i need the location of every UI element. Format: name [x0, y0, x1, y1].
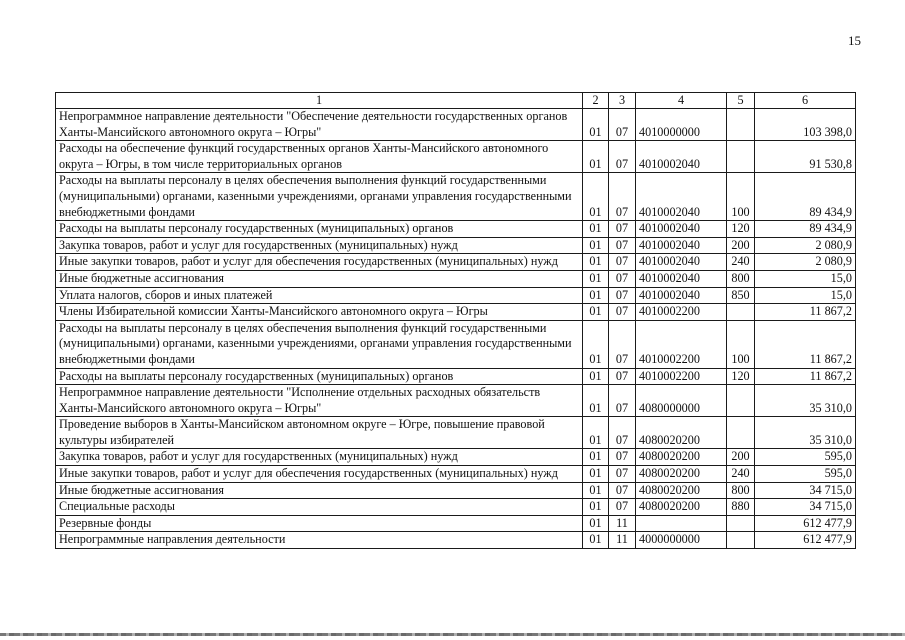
cell-section: 01 — [583, 515, 609, 532]
cell-expense-type: 120 — [727, 368, 755, 385]
cell-section: 01 — [583, 368, 609, 385]
cell-description: Иные бюджетные ассигнования — [56, 270, 583, 287]
cell-section: 01 — [583, 221, 609, 238]
scan-edge-line — [0, 633, 905, 636]
cell-target-article: 4010002200 — [636, 320, 727, 368]
cell-section: 01 — [583, 499, 609, 516]
cell-amount: 11 867,2 — [755, 304, 856, 321]
cell-subsection: 07 — [609, 173, 636, 221]
cell-description: Уплата налогов, сборов и иных платежей — [56, 287, 583, 304]
cell-target-article: 4080020200 — [636, 417, 727, 449]
table-row — [56, 532, 856, 549]
cell-subsection: 07 — [609, 270, 636, 287]
cell-description: Расходы на выплаты персоналу государственных (муниципальных) органов — [56, 368, 583, 385]
cell-subsection: 07 — [609, 320, 636, 368]
cell-section: 01 — [583, 385, 609, 417]
cell-description: Непрограммные направления деятельности — [56, 532, 583, 549]
cell-amount: 11 867,2 — [755, 320, 856, 368]
cell-expense-type — [727, 304, 755, 321]
cell-subsection: 07 — [609, 499, 636, 516]
cell-target-article: 4010002200 — [636, 304, 727, 321]
page-number: 15 — [848, 33, 861, 48]
header-col-5: 5 — [727, 93, 755, 109]
cell-target-article: 4080020200 — [636, 499, 727, 516]
budget-table — [55, 92, 856, 549]
cell-subsection: 07 — [609, 254, 636, 271]
cell-section: 01 — [583, 466, 609, 483]
table-row — [56, 482, 856, 499]
cell-subsection: 07 — [609, 466, 636, 483]
cell-expense-type: 240 — [727, 254, 755, 271]
cell-amount: 89 434,9 — [755, 221, 856, 238]
cell-target-article — [636, 515, 727, 532]
cell-target-article: 4010002040 — [636, 287, 727, 304]
table-row — [56, 368, 856, 385]
cell-amount: 15,0 — [755, 287, 856, 304]
cell-description: Специальные расходы — [56, 499, 583, 516]
cell-amount: 15,0 — [755, 270, 856, 287]
cell-section: 01 — [583, 173, 609, 221]
cell-description: Члены Избирательной комиссии Ханты-Мансийского автономного округа – Югры — [56, 304, 583, 321]
table-row — [56, 320, 856, 368]
cell-expense-type: 100 — [727, 320, 755, 368]
cell-description: Резервные фонды — [56, 515, 583, 532]
cell-target-article: 4000000000 — [636, 532, 727, 549]
cell-subsection: 07 — [609, 237, 636, 254]
cell-expense-type — [727, 515, 755, 532]
cell-amount: 612 477,9 — [755, 515, 856, 532]
cell-amount: 2 080,9 — [755, 254, 856, 271]
cell-expense-type: 800 — [727, 482, 755, 499]
cell-target-article: 4010002040 — [636, 237, 727, 254]
cell-description: Проведение выборов в Ханты-Мансийском автономном округе – Югре, повышение правовой культуры избирателей — [56, 417, 583, 449]
cell-amount: 35 310,0 — [755, 385, 856, 417]
cell-section: 01 — [583, 449, 609, 466]
cell-amount: 595,0 — [755, 466, 856, 483]
cell-section: 01 — [583, 287, 609, 304]
cell-subsection: 07 — [609, 368, 636, 385]
cell-expense-type: 800 — [727, 270, 755, 287]
cell-section: 01 — [583, 532, 609, 549]
table-row — [56, 304, 856, 321]
table-row — [56, 109, 856, 141]
cell-expense-type: 850 — [727, 287, 755, 304]
cell-section: 01 — [583, 254, 609, 271]
cell-subsection: 07 — [609, 449, 636, 466]
cell-subsection: 07 — [609, 417, 636, 449]
cell-target-article: 4010002040 — [636, 270, 727, 287]
cell-amount: 2 080,9 — [755, 237, 856, 254]
cell-expense-type: 120 — [727, 221, 755, 238]
cell-target-article: 4080020200 — [636, 482, 727, 499]
cell-subsection: 07 — [609, 287, 636, 304]
cell-amount: 595,0 — [755, 449, 856, 466]
table-row — [56, 449, 856, 466]
cell-target-article: 4080000000 — [636, 385, 727, 417]
header-col-1: 1 — [56, 93, 583, 109]
table-row — [56, 237, 856, 254]
cell-expense-type — [727, 109, 755, 141]
cell-description: Расходы на обеспечение функций государственных органов Ханты-Мансийского автономного округа – Югры, в том числе территориальных органов — [56, 141, 583, 173]
cell-expense-type: 100 — [727, 173, 755, 221]
table-row — [56, 221, 856, 238]
table-row — [56, 417, 856, 449]
cell-section: 01 — [583, 237, 609, 254]
cell-subsection: 07 — [609, 385, 636, 417]
table-row — [56, 270, 856, 287]
cell-section: 01 — [583, 417, 609, 449]
table-row — [56, 254, 856, 271]
cell-amount: 91 530,8 — [755, 141, 856, 173]
cell-subsection: 11 — [609, 515, 636, 532]
table-row — [56, 515, 856, 532]
cell-target-article: 4010002040 — [636, 173, 727, 221]
cell-description: Иные закупки товаров, работ и услуг для обеспечения государственных (муниципальных) нужд — [56, 466, 583, 483]
cell-description: Расходы на выплаты персоналу государственных (муниципальных) органов — [56, 221, 583, 238]
cell-expense-type — [727, 532, 755, 549]
header-col-4: 4 — [636, 93, 727, 109]
table-row — [56, 499, 856, 516]
cell-section: 01 — [583, 270, 609, 287]
cell-section: 01 — [583, 109, 609, 141]
cell-description: Закупка товаров, работ и услуг для государственных (муниципальных) нужд — [56, 449, 583, 466]
cell-expense-type: 200 — [727, 449, 755, 466]
table-header — [56, 93, 856, 109]
table-body — [56, 109, 856, 549]
header-col-6: 6 — [755, 93, 856, 109]
cell-expense-type — [727, 385, 755, 417]
cell-section: 01 — [583, 304, 609, 321]
cell-description: Иные бюджетные ассигнования — [56, 482, 583, 499]
cell-target-article: 4010002040 — [636, 221, 727, 238]
table-row — [56, 141, 856, 173]
cell-amount: 34 715,0 — [755, 482, 856, 499]
cell-target-article: 4010002040 — [636, 254, 727, 271]
cell-section: 01 — [583, 141, 609, 173]
cell-description: Закупка товаров, работ и услуг для государственных (муниципальных) нужд — [56, 237, 583, 254]
cell-expense-type: 240 — [727, 466, 755, 483]
cell-target-article: 4080020200 — [636, 466, 727, 483]
cell-subsection: 07 — [609, 109, 636, 141]
cell-amount: 11 867,2 — [755, 368, 856, 385]
table-row — [56, 173, 856, 221]
cell-amount: 89 434,9 — [755, 173, 856, 221]
cell-description: Расходы на выплаты персоналу в целях обеспечения выполнения функций государственными (муниципальными) органами, казенными учреждениями, органами управления государственными внебюджетными фондами — [56, 173, 583, 221]
cell-amount: 35 310,0 — [755, 417, 856, 449]
cell-target-article: 4010002040 — [636, 141, 727, 173]
cell-subsection: 07 — [609, 304, 636, 321]
table-row — [56, 385, 856, 417]
table-row — [56, 466, 856, 483]
cell-expense-type: 880 — [727, 499, 755, 516]
cell-description: Непрограммное направление деятельности "Обеспечение деятельности государственных органов Ханты-Мансийского автономного округа – Югры" — [56, 109, 583, 141]
cell-section: 01 — [583, 320, 609, 368]
cell-expense-type — [727, 141, 755, 173]
header-col-2: 2 — [583, 93, 609, 109]
cell-subsection: 07 — [609, 221, 636, 238]
cell-expense-type: 200 — [727, 237, 755, 254]
cell-description: Иные закупки товаров, работ и услуг для обеспечения государственных (муниципальных) нужд — [56, 254, 583, 271]
cell-amount: 34 715,0 — [755, 499, 856, 516]
cell-target-article: 4010002200 — [636, 368, 727, 385]
cell-amount: 103 398,0 — [755, 109, 856, 141]
cell-subsection: 07 — [609, 141, 636, 173]
cell-target-article: 4010000000 — [636, 109, 727, 141]
cell-expense-type — [727, 417, 755, 449]
table-row — [56, 287, 856, 304]
cell-subsection: 07 — [609, 482, 636, 499]
cell-amount: 612 477,9 — [755, 532, 856, 549]
header-row — [56, 93, 856, 109]
cell-section: 01 — [583, 482, 609, 499]
cell-description: Расходы на выплаты персоналу в целях обеспечения выполнения функций государственными (муниципальными) органами, казенными учреждениями, органами управления государственными внебюджетными фондами — [56, 320, 583, 368]
cell-description: Непрограммное направление деятельности "Исполнение отдельных расходных обязательств Ханты-Мансийского автономного округа – Югры" — [56, 385, 583, 417]
cell-subsection: 11 — [609, 532, 636, 549]
header-col-3: 3 — [609, 93, 636, 109]
cell-target-article: 4080020200 — [636, 449, 727, 466]
